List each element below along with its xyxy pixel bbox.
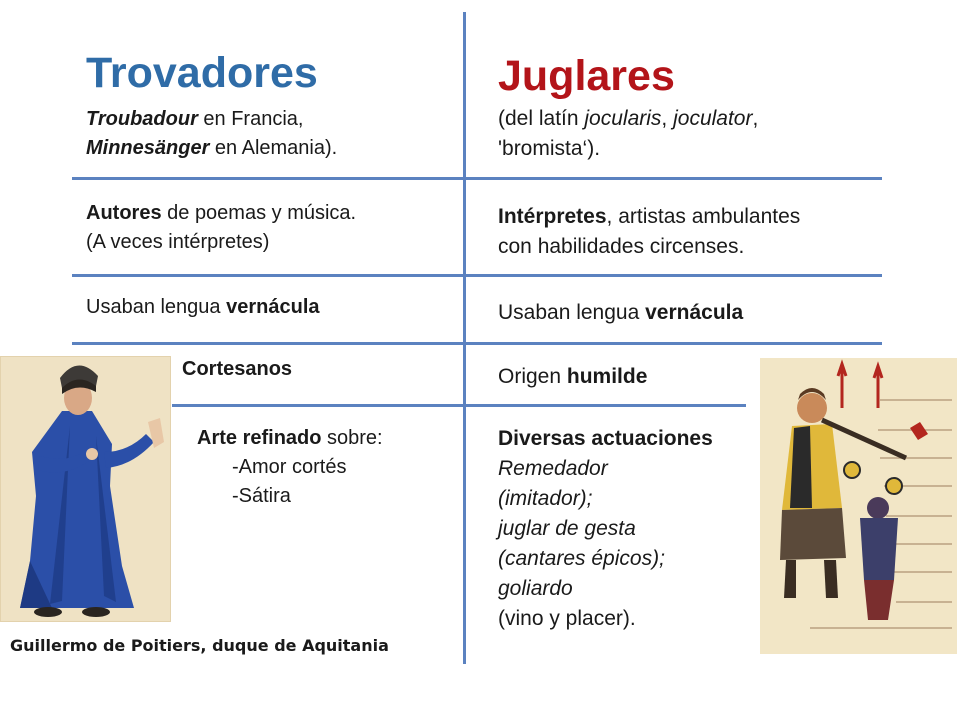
juglares-remedador: Remedador (498, 457, 608, 480)
trovadores-subtitle-line1: Troubadour en Francia, (86, 108, 304, 130)
divider-right-3 (466, 342, 882, 345)
divider-right-4 (466, 404, 746, 407)
illustration-caption: Guillermo de Poitiers, duque de Aquitania (10, 636, 389, 655)
trovadores-autores (86, 199, 356, 257)
juglares-cantares: (cantares épicos); (498, 547, 665, 570)
juglares-subtitle-line2: 'bromista‘). (498, 137, 601, 160)
trovadores-arte (197, 424, 383, 511)
divider-left-2 (72, 274, 466, 277)
divider-right-2 (466, 274, 882, 277)
trovadores-autores-line2: (A veces intérpretes) (86, 231, 270, 253)
juglares-interpretes (498, 202, 800, 262)
juglares-goliardo: goliardo (498, 577, 573, 600)
juglares-juglar-gesta: juglar de gesta (498, 517, 636, 540)
juglares-imitador: (imitador); (498, 487, 593, 510)
trovadores-cortesanos: Cortesanos (182, 358, 293, 380)
trovadores-title: Trovadores (86, 49, 318, 97)
juglares-diversas: Diversas actuaciones (498, 427, 713, 450)
juglares-origen: Origen humilde (498, 365, 648, 388)
trovadores-autores-line1: Autores de poemas y música. (86, 202, 357, 224)
medieval-juglares-illustration-icon (760, 358, 957, 654)
divider-right-1 (466, 177, 882, 180)
trovadores-subtitle (86, 105, 337, 163)
trovadores-amor: -Amor cortés (232, 456, 347, 478)
trovadores-arte-line: Arte refinado sobre: (197, 427, 383, 449)
center-divider (463, 12, 466, 664)
divider-left-3 (72, 342, 466, 345)
juglares-title: Juglares (498, 52, 675, 100)
juglares-actuaciones (498, 424, 713, 634)
juglares-subtitle (498, 104, 758, 164)
juglares-lengua: Usaban lengua vernácula (498, 301, 744, 324)
trovadores-satira: -Sátira (232, 485, 291, 507)
juglares-subtitle-line1: (del latín jocularis, joculator, (498, 107, 759, 130)
juglares-interpretes-line2: con habilidades circenses. (498, 235, 745, 258)
trovadores-subtitle-line2: Minnesänger en Alemania). (86, 137, 338, 159)
juglares-interpretes-line1: Intérpretes, artistas ambulantes (498, 205, 801, 228)
trovadores-lengua: Usaban lengua vernácula (86, 296, 320, 318)
divider-left-1 (72, 177, 466, 180)
juglares-vino: (vino y placer). (498, 607, 636, 630)
medieval-troubadour-illustration-icon (0, 356, 171, 622)
divider-left-4 (172, 404, 466, 407)
